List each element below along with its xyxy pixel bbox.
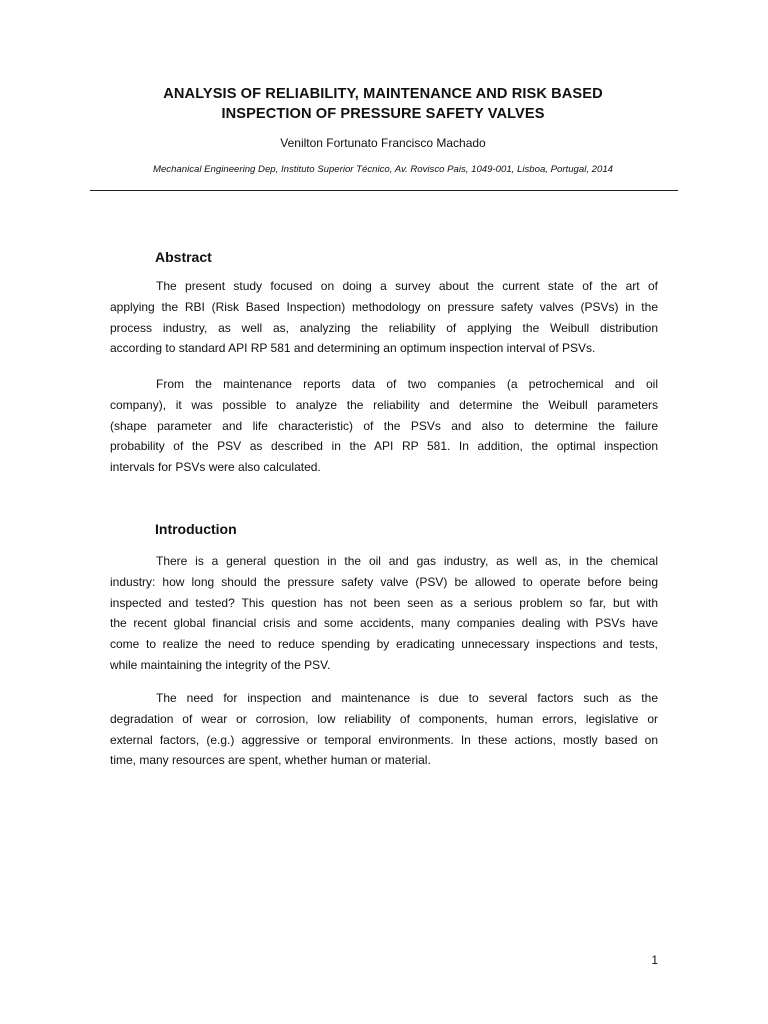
- page-number: 1: [651, 953, 658, 967]
- text-line: the recent global financial crisis and some accidents, many companies dealing with PSVs have: [110, 616, 658, 631]
- text-line: degradation of wear or corrosion, low reliability of components, human errors, legislative or: [110, 711, 658, 726]
- text-line: company), it was possible to analyze the reliability and determine the Weibull parameters: [110, 397, 658, 412]
- author-name: Venilton Fortunato Francisco Machado: [280, 136, 486, 150]
- title-line-1: ANALYSIS OF RELIABILITY, MAINTENANCE AND RISK BASED: [163, 86, 603, 102]
- introduction-heading: Introduction: [155, 521, 237, 537]
- text-line: time, many resources are spent, whether human or material.: [110, 753, 431, 768]
- text-line: while maintaining the integrity of the PSV.: [110, 657, 331, 672]
- text-line: external factors, (e.g.) aggressive or temporal environments. In these actions, mostly based on: [110, 732, 658, 747]
- introduction-paragraph-2: [110, 688, 658, 771]
- author-affiliation: Mechanical Engineering Dep, Instituto Superior Técnico, Av. Rovisco Pais, 1049-001, Lisboa, Portugal, 2014: [152, 164, 614, 175]
- text-line: industry: how long should the pressure safety valve (PSV) be allowed to operate before being: [110, 574, 658, 589]
- abstract-paragraph-2: [110, 374, 658, 478]
- abstract-paragraph-1: [110, 276, 658, 359]
- text-line: come to realize the need to reduce spending by eradicating unnecessary inspections and tests,: [110, 637, 658, 652]
- text-line: The present study focused on doing a survey about the current state of the art of: [156, 279, 658, 293]
- title-line-2: INSPECTION OF PRESSURE SAFETY VALVES: [221, 106, 545, 122]
- text-line: process industry, as well as, analyzing the reliability of applying the Weibull distribution: [110, 320, 658, 335]
- text-line: applying the RBI (Risk Based Inspection) methodology on pressure safety valves (PSVs) in the: [110, 299, 658, 314]
- introduction-paragraph-1: [110, 551, 658, 676]
- text-line: The need for inspection and maintenance is due to several factors such as the: [156, 691, 658, 705]
- header-divider: [90, 190, 678, 191]
- text-line: From the maintenance reports data of two companies (a petrochemical and oil: [156, 377, 658, 391]
- text-line: according to standard API RP 581 and determining an optimum inspection interval of PSVs.: [110, 341, 596, 356]
- text-line: intervals for PSVs were also calculated.: [110, 460, 321, 475]
- text-line: probability of the PSV as described in the API RP 581. In addition, the optimal inspection: [110, 439, 658, 454]
- text-line: (shape parameter and life characteristic) of the PSVs and also to determine the failure: [110, 418, 658, 433]
- text-line: inspected and tested? This question has not been seen as a serious problem so far, but with: [110, 595, 658, 610]
- text-line: There is a general question in the oil and gas industry, as well as, in the chemical: [156, 554, 658, 568]
- abstract-heading: Abstract: [155, 249, 212, 265]
- paper-title: [100, 84, 666, 124]
